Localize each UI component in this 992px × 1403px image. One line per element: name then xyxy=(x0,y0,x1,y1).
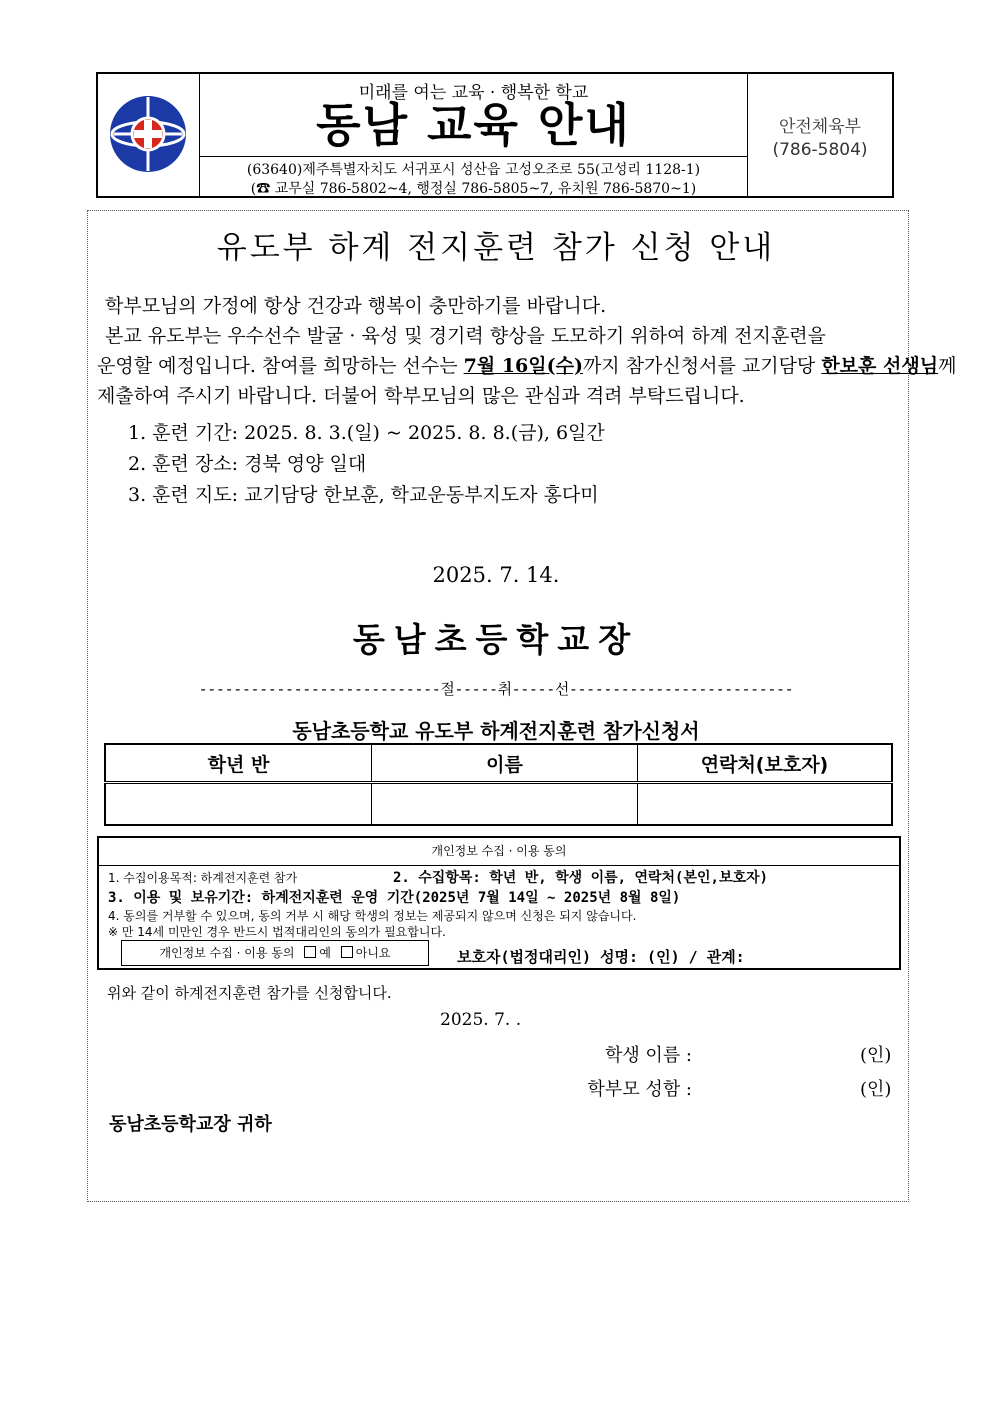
table-row xyxy=(105,783,892,826)
privacy-refusal: 4. 동의를 거부할 수 있으며, 동의 거부 시 해당 학생의 정보는 제공되지 않으며 신청은 되지 않습니다. xyxy=(108,909,637,923)
privacy-minor-note: ※ 만 14세 미만인 경우 반드시 법적대리인의 동의가 필요합니다. xyxy=(108,925,446,939)
intro-text-c: 께 xyxy=(938,355,957,377)
privacy-consent-box xyxy=(97,836,901,970)
consent-box xyxy=(121,940,429,966)
list-item: 3. 훈련 지도: 교기담당 한보훈, 학교운동부지도자 홍다미 xyxy=(128,484,599,506)
column-header-grade: 학년 반 xyxy=(105,744,372,783)
intro-text-b: 까지 참가신청서를 교기담당 xyxy=(582,355,822,377)
guardian-signature-line: 보호자(법정대리인) 성명: (인) / 관계: xyxy=(457,948,745,966)
privacy-purpose: 1. 수집이용목적: 하계전지훈련 참가 xyxy=(108,871,298,885)
cut-line: ----------------------------절-----취-----선-------------------------- xyxy=(198,680,794,698)
school-address: (63640)제주특별자치도 서귀포시 성산읍 고성오조로 55(고성리 1128-1) xyxy=(246,162,701,178)
school-logo-icon xyxy=(108,94,188,174)
header-center xyxy=(200,74,748,196)
table-header-row xyxy=(105,744,892,783)
application-table xyxy=(104,743,893,826)
application-statement: 위와 같이 하계전지훈련 참가를 신청합니다. xyxy=(107,984,392,1002)
list-item: 1. 훈련 기간: 2025. 8. 3.(일) ~ 2025. 8. 8.(금), 6일간 xyxy=(128,422,605,444)
notice-date: 2025. 7. 14. xyxy=(432,563,560,587)
department-tel: (786-5804) xyxy=(772,140,868,160)
grade-cell[interactable] xyxy=(105,783,372,826)
deadline-date: 7월 16일(수) xyxy=(463,355,583,377)
list-item: 2. 훈련 장소: 경북 영양 일대 xyxy=(128,453,367,475)
department-name: 안전체육부 xyxy=(778,117,862,137)
privacy-items: 2. 수집항목: 학년 반, 학생 이름, 연락처(본인,보호자) xyxy=(393,870,768,886)
address-box xyxy=(200,156,747,197)
consent-no-checkbox[interactable] xyxy=(341,946,353,958)
column-header-contact: 연락처(보호자) xyxy=(638,744,893,783)
form-title: 동남초등학교 유도부 하계전지훈련 참가신청서 xyxy=(292,719,700,743)
consent-label: 개인정보 수집 · 이용 동의 xyxy=(159,946,295,960)
intro-paragraph-line1: 본교 유도부는 우수선수 발굴 · 육성 및 경기력 향상을 도모하기 위하여 하계 전지훈련을 xyxy=(105,325,826,347)
consent-no-label: 아니요 xyxy=(355,946,391,960)
notice-title: 유도부 하계 전지훈련 참가 신청 안내 xyxy=(216,230,776,266)
logo-cell xyxy=(98,74,200,196)
addressee: 동남초등학교장 귀하 xyxy=(109,1114,272,1135)
consent-yes-label: 예 xyxy=(319,946,331,960)
student-seal: (인) xyxy=(860,1045,892,1066)
teacher-name: 한보훈 선생님 xyxy=(821,355,939,377)
intro-paragraph-line3: 제출하여 주시기 바랍니다. 더불어 학부모님의 많은 관심과 격려 부탁드립니다. xyxy=(97,385,745,407)
column-header-name: 이름 xyxy=(372,744,638,783)
slogan: 미래를 여는 교육 · 행복한 학교 xyxy=(358,83,589,103)
consent-yes-checkbox[interactable] xyxy=(304,946,316,958)
department-cell xyxy=(748,74,892,196)
greeting-paragraph: 학부모님의 가정에 항상 건강과 행복이 충만하기를 바랍니다. xyxy=(105,295,607,317)
parent-name-label: 학부모 성함 : xyxy=(587,1079,692,1100)
intro-paragraph-line2 xyxy=(97,351,956,381)
principal-signature: 동남초등학교장 xyxy=(352,620,640,659)
privacy-period: 3. 이용 및 보유기간: 하계전지훈련 운영 기간(2025년 7월 14일 ~ 2025년 8월 8일) xyxy=(108,890,681,906)
name-cell[interactable] xyxy=(372,783,638,826)
contact-cell[interactable] xyxy=(638,783,893,826)
school-phones: (☎ 교무실 786-5802~4, 행정실 786-5805~7, 유치원 786-5870~1) xyxy=(250,181,697,197)
application-date: 2025. 7. . xyxy=(440,1010,522,1030)
intro-text-a: 운영할 예정입니다. 참여를 희망하는 선수는 xyxy=(97,355,464,377)
parent-seal: (인) xyxy=(860,1079,892,1100)
student-name-label: 학생 이름 : xyxy=(604,1045,692,1066)
privacy-heading: 개인정보 수집 · 이용 동의 xyxy=(99,838,899,866)
header-box xyxy=(96,72,894,198)
newsletter-title: 동남 교육 안내 xyxy=(316,98,631,152)
